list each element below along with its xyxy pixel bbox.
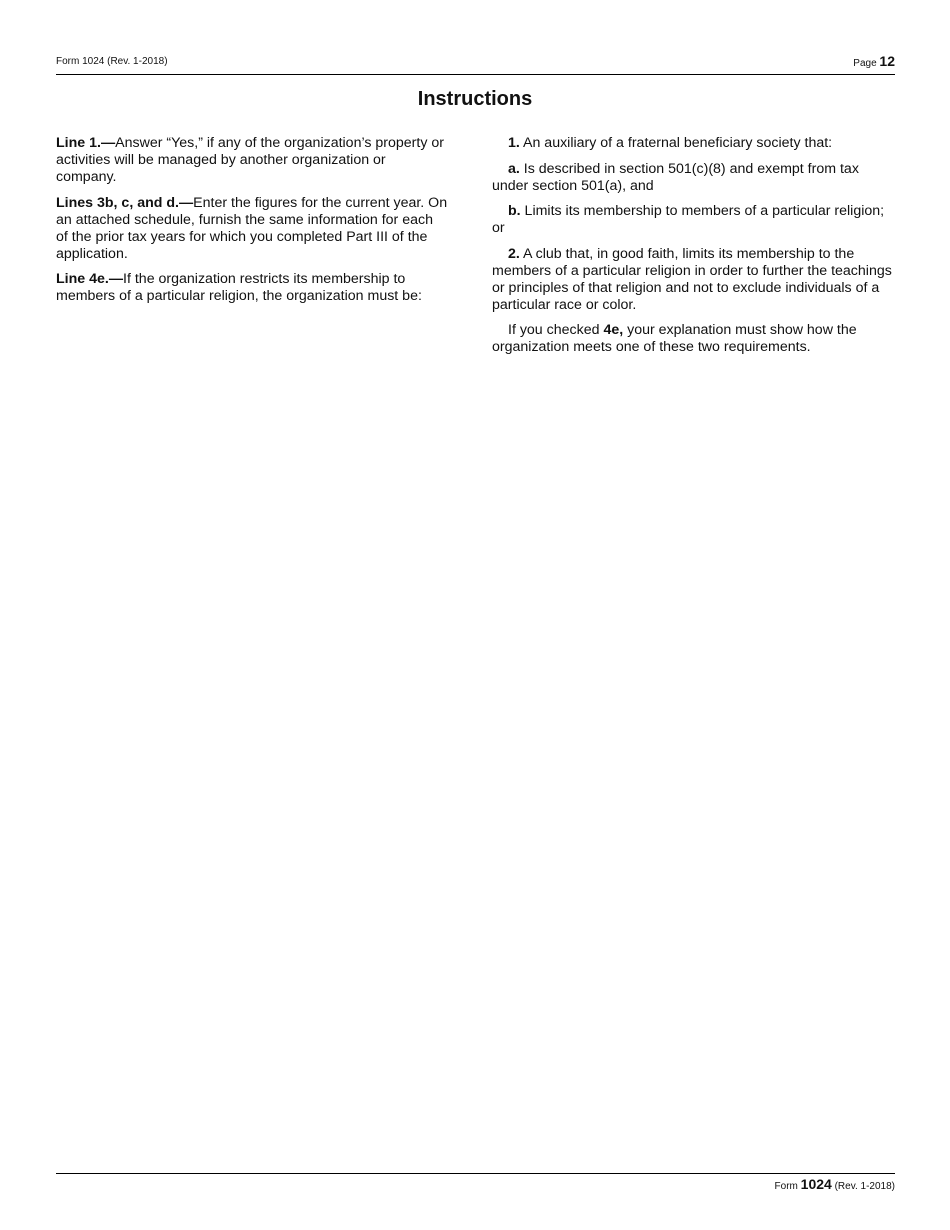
page-footer (56, 1173, 895, 1192)
right-column (492, 135, 897, 365)
footer-form-number: 1024 (800, 1176, 832, 1192)
requirement-1b (492, 203, 897, 237)
line-1-label: Line 1.— (56, 135, 116, 151)
requirement-1-label: 1. (508, 135, 520, 151)
lines-3-instruction (56, 195, 448, 263)
form-revision-label: Form 1024 (Rev. 1-2018) (56, 56, 168, 67)
requirement-2-label: 2. (508, 245, 520, 262)
line-4e-text: If the organization restricts its membership to members of a particular religion, the organization must be: (56, 271, 422, 304)
page-title: Instructions (417, 88, 533, 110)
requirement-1-text: An auxiliary of a fraternal beneficiary society that: (519, 135, 833, 151)
footer-form-label: Form (774, 1181, 798, 1192)
requirement-1 (492, 135, 897, 152)
lines-3-label: Lines 3b, c, and d.— (56, 194, 194, 211)
line-1-text: Answer “Yes,” if any of the organization’s property or activities will be managed by another organization or company. (56, 135, 444, 185)
page-header (56, 52, 895, 75)
closing-paragraph (492, 322, 897, 356)
footer-form-id (775, 1176, 895, 1192)
page-number-value: 12 (879, 53, 895, 69)
requirement-1a (492, 161, 897, 195)
footer-rev: (Rev. 1-2018) (834, 1181, 895, 1192)
closing-suffix: your explanation must show how the organization meets one of these two requirements. (492, 322, 857, 355)
requirement-1a-text: Is described in section 501(c)(8) and exempt from tax under section 501(a), and (492, 160, 859, 194)
requirement-2 (492, 246, 897, 314)
line-4e-instruction (56, 271, 448, 305)
requirement-1a-label: a. (508, 160, 520, 177)
requirement-1b-text: Limits its membership to members of a particular religion; or (492, 203, 885, 236)
closing-prefix: If you checked (508, 322, 604, 338)
lines-3-text: Enter the figures for the current year. On an attached schedule, furnish the same information for each of the prior tax years for which you completed Part III of the application. (56, 194, 448, 262)
line-4e-label: Line 4e.— (56, 271, 124, 287)
closing-bold: 4e, (603, 322, 624, 338)
page-label: Page (853, 58, 877, 69)
requirement-2-text: A club that, in good faith, limits its membership to the members of a particular religion in order to further the teachings or principles of that religion and not to exclude individuals of a particular race or color. (492, 245, 892, 313)
page-number (853, 53, 895, 69)
left-column (56, 135, 448, 314)
requirement-1b-label: b. (508, 203, 521, 219)
line-1-instruction (56, 135, 448, 186)
